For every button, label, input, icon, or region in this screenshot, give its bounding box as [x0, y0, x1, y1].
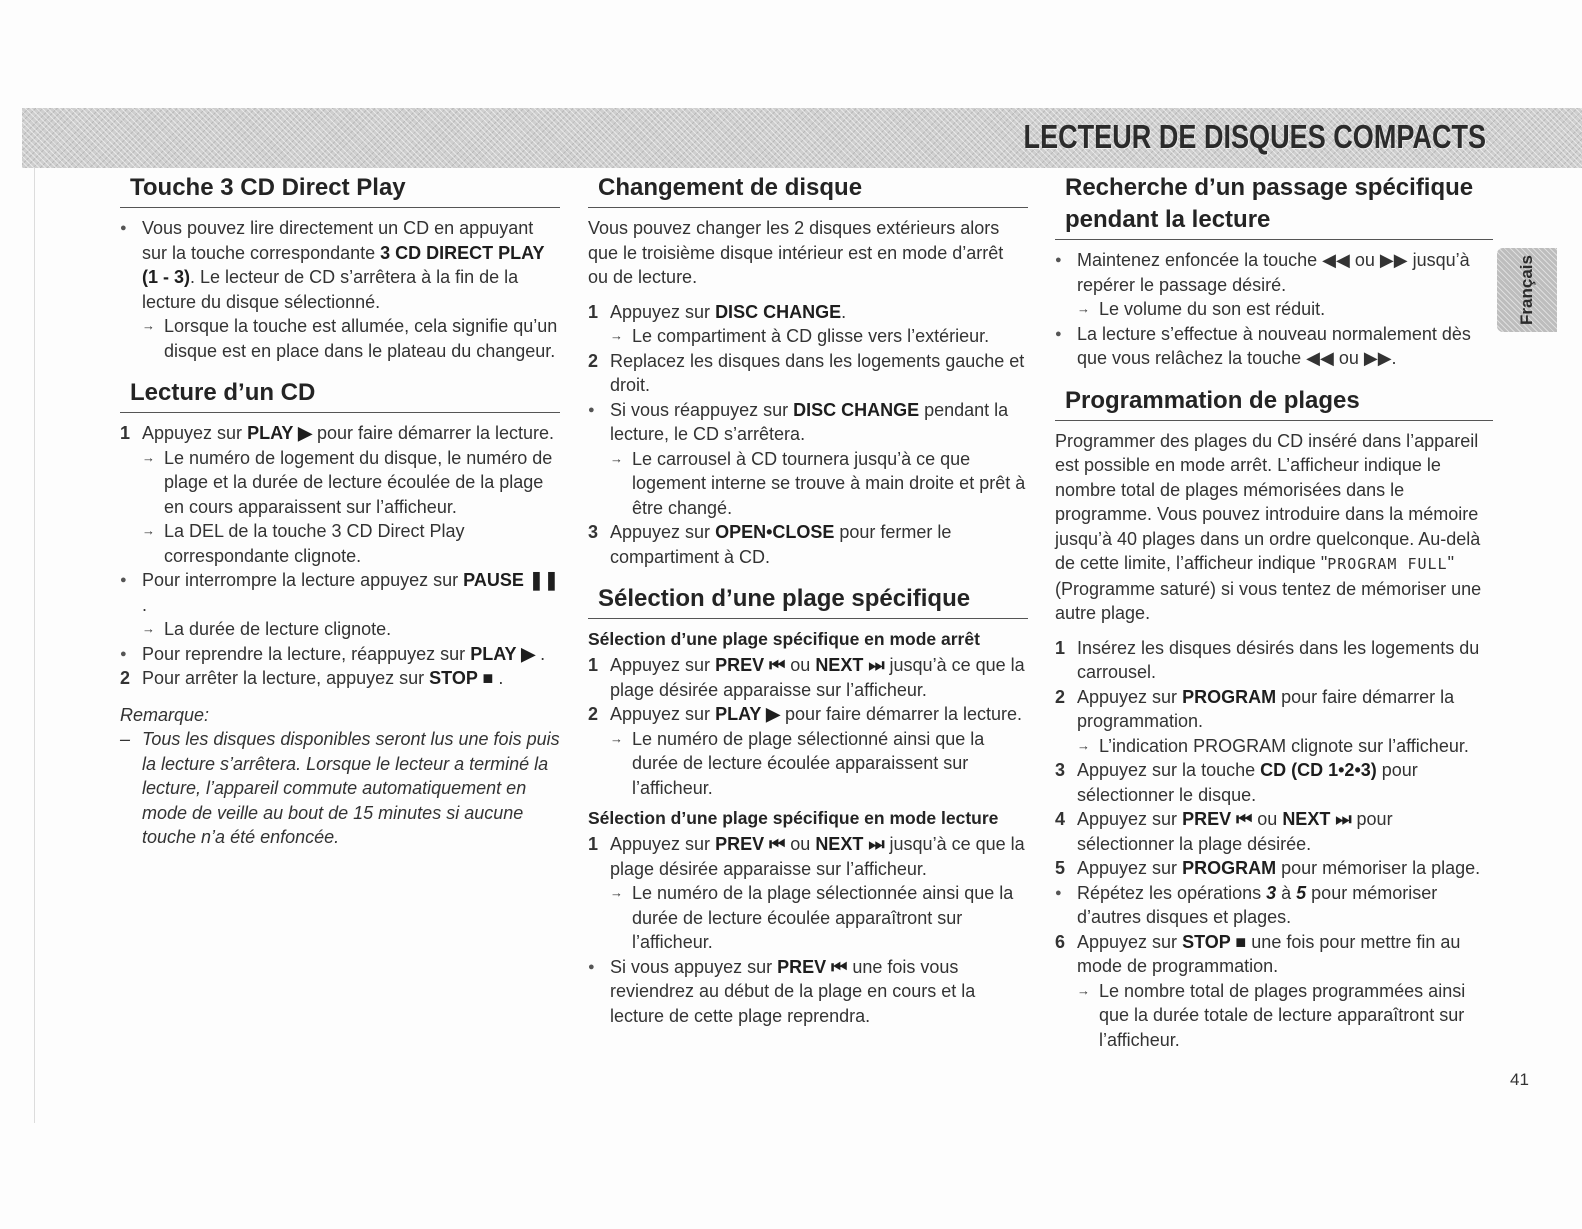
list-subitem: → Le volume du son est réduit. — [1077, 299, 1326, 319]
list-item: ● Maintenez enfoncée la touche ◀◀ ou ▶▶ jusqu’à repérer le passage désiré. — [1055, 250, 1470, 295]
list-item: 3 Appuyez sur la touche CD (CD 1•2•3) pour sélectionner le disque. — [1055, 760, 1418, 805]
list-item: 3 Appuyez sur OPEN•CLOSE pour fermer le compartiment à CD. — [588, 522, 952, 567]
section-title-changement-disque: Changement de disque — [588, 172, 1028, 208]
section-title-recherche-passage: Recherche d’un passage spécifique pendant la lecture — [1055, 172, 1493, 240]
list-subitem: → Le numéro de logement du disque, le numéro de plage et la durée de lecture écoulée de la plage en cours apparaissent sur l’afficheur. — [142, 447, 553, 517]
section-intro: Vous pouvez changer les 2 disques extérieurs alors que le troisième disque intérieur est en mode d’arrêt ou de lecture. — [588, 218, 1004, 287]
page-margin-line — [34, 168, 35, 1123]
list-subitem: → Le numéro de la plage sélectionnée ainsi que la durée de lecture écoulée apparaîtront sur l’afficheur. — [610, 883, 1014, 952]
list-item: 2 Appuyez sur PLAY ▶ pour faire démarrer la lecture. — [588, 704, 1023, 724]
list-item: ● Si vous appuyez sur PREV ⏮ une fois vous reviendrez au début de la plage en cours et la lecture de cette plage reprendra. — [588, 956, 976, 1026]
column-2 — [588, 172, 1028, 1028]
section-title-lecture-cd: Lecture d’un CD — [120, 377, 560, 413]
column-3 — [1055, 172, 1493, 1052]
section-title-cd-direct-play: Touche 3 CD Direct Play — [120, 172, 560, 208]
list-item: 1 Appuyez sur PREV ⏮ ou NEXT ⏭ jusqu’à ce que la plage désirée apparaisse sur l’afficheur. — [588, 655, 1025, 700]
header-banner — [22, 108, 1582, 168]
remark-text: – Tous les disques disponibles seront lus une fois puis la lecture s’arrêtera. Lorsque le lecteur a terminé la lecture, l’appareil commute automatiquement en mode de veille au bout de 15 minutes si aucune touche n’a été enfoncée. — [120, 729, 560, 847]
list-item: 6 Appuyez sur STOP ■ une fois pour mettre fin au mode de programmation. — [1055, 931, 1461, 976]
list-item: 2 Pour arrêter la lecture, appuyez sur STOP ■ . — [120, 668, 504, 688]
list-subitem: → La durée de lecture clignote. — [142, 619, 392, 639]
section-intro: Programmer des plages du CD inséré dans l’appareil est possible en mode arrêt. L’afficheur indique le nombre total de plages mémorisées dans le programme. Vous pouvez introduire dans la mémoire jusqu’à 40 plages dans un ordre quelconque. Au-delà de cette limite, l’afficheur indique "PROGRAM FULL" (Programme saturé) si vous tentez de mémoriser une autre plage. — [1055, 430, 1482, 623]
section-title-selection-plage: Sélection d’une plage spécifique — [588, 583, 1028, 619]
lcd-text: PROGRAM FULL — [1327, 555, 1448, 573]
list-item: 1 Appuyez sur PREV ⏮ ou NEXT ⏭ jusqu’à ce que la plage désirée apparaisse sur l’afficheur. — [588, 834, 1025, 879]
list-item: 2 Replacez les disques dans les logements gauche et droit. — [588, 350, 1025, 395]
list-item: ● Pour reprendre la lecture, réappuyez sur PLAY ▶ . — [120, 643, 546, 664]
section-title-programmation: Programmation de plages — [1055, 385, 1493, 421]
list-item: 2 Appuyez sur PROGRAM pour faire démarrer la programmation. — [1055, 686, 1455, 731]
list-item: ● Vous pouvez lire directement un CD en appuyant sur la touche correspondante 3 CD DIRECT PLAY (1 - 3). Le lecteur de CD s’arrêtera à la fin de la lecture du disque sélectionné. — [120, 218, 545, 312]
list-item: 1 Appuyez sur DISC CHANGE. — [588, 301, 847, 322]
remark-label: Remarque: — [120, 704, 210, 725]
list-subitem: → Le compartiment à CD glisse vers l’extérieur. — [610, 326, 990, 346]
list-item: 4 Appuyez sur PREV ⏮ ou NEXT ⏭ pour sélectionner la plage désirée. — [1055, 809, 1393, 854]
page-number: 41 — [1510, 1070, 1529, 1089]
list-item: ● Si vous réappuyez sur DISC CHANGE pendant la lecture, le CD s’arrêtera. — [588, 399, 1009, 444]
list-subitem: → L’indication PROGRAM clignote sur l’afficheur. — [1077, 735, 1469, 756]
subsection-title-mode-arret: Sélection d’une plage spécifique en mode arrêt — [588, 629, 980, 649]
list-item: ● Pour interrompre la lecture appuyez sur PAUSE ❚❚ . — [120, 570, 560, 615]
language-tab — [1497, 248, 1557, 332]
list-item: 5 Appuyez sur PROGRAM pour mémoriser la plage. — [1055, 858, 1481, 878]
list-subitem: → Le numéro de plage sélectionné ainsi que la durée de lecture écoulée apparaissent sur l’afficheur. — [610, 728, 985, 798]
list-item: 1 Insérez les disques désirés dans les logements du carrousel. — [1055, 637, 1480, 682]
list-subitem: → La DEL de la touche 3 CD Direct Play correspondante clignote. — [142, 521, 465, 566]
page-header-title: LECTEUR DE DISQUES COMPACTS — [1023, 118, 1486, 155]
list-item: 1 Appuyez sur PLAY ▶ pour faire démarrer la lecture. — [120, 423, 555, 443]
list-subitem: → Le carrousel à CD tournera jusqu’à ce que logement interne se trouve à main droite et prêt à être changé. — [610, 448, 1026, 518]
list-subitem: → Le nombre total de plages programmées ainsi que la durée totale de lecture apparaîtront sur l’afficheur. — [1077, 980, 1466, 1050]
list-subitem: → Lorsque la touche est allumée, cela signifie qu’un disque est en place dans le plateau du changeur. — [142, 316, 558, 361]
list-item: ● Répétez les opérations 3 à 5 pour mémoriser d’autres disques et plages. — [1055, 882, 1438, 927]
subsection-title-mode-lecture: Sélection d’une plage spécifique en mode lecture — [588, 808, 999, 828]
list-item: ● La lecture s’effectue à nouveau normalement dès que vous relâchez la touche ◀◀ ou ▶▶. — [1055, 323, 1471, 368]
column-1 — [120, 172, 560, 850]
language-tab-label: Français — [1517, 255, 1536, 325]
